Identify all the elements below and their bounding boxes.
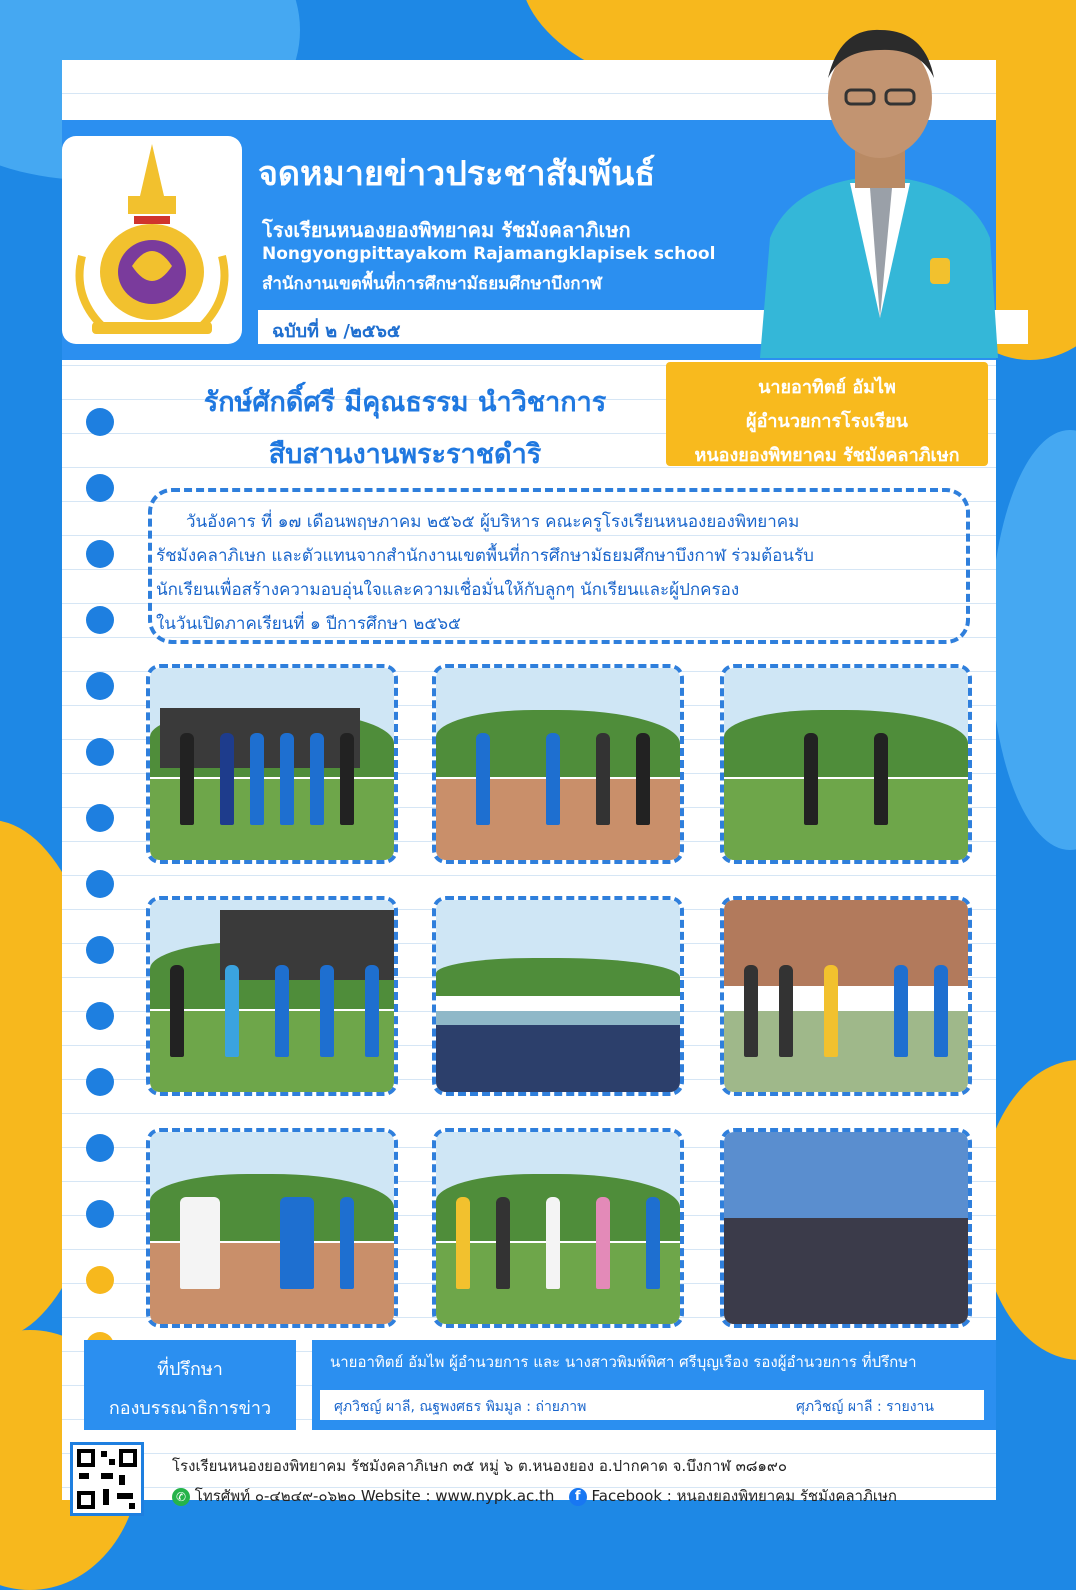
event-photo	[146, 664, 398, 864]
binder-hole	[86, 1068, 114, 1096]
qr-code-icon	[73, 1445, 141, 1513]
editorial-label: กองบรรณาธิการข่าว	[108, 1398, 272, 1419]
event-photo	[720, 1128, 972, 1328]
binder-hole	[86, 804, 114, 832]
binder-hole	[86, 936, 114, 964]
story-line: วันอังคาร ที่ ๑๗ เดือนพฤษภาคม ๒๕๖๕ ผู้บริหาร คณะครูโรงเรียนหนองยองพิทยาคม	[186, 512, 800, 532]
event-photo	[432, 896, 684, 1096]
school-name-en: Nongyongpittayakom Rajamangklapisek school	[262, 244, 716, 264]
footer-address: โรงเรียนหนองยองพิทยาคม รัชมังคลาภิเษก ๓๕ หมู่ ๖ ต.หนองยอง อ.ปากคาด จ.บึงกาฬ ๓๘๑๙๐	[172, 1457, 788, 1475]
event-photo	[720, 664, 972, 864]
event-photo	[720, 896, 972, 1096]
school-name-th: โรงเรียนหนองยองพิทยาคม รัชมังคลาภิเษก	[262, 218, 631, 242]
binder-hole	[86, 738, 114, 766]
event-photo	[146, 896, 398, 1096]
binder-hole	[86, 474, 114, 502]
qr-code[interactable]	[70, 1442, 144, 1516]
education-office: สำนักงานเขตพื้นที่การศึกษามัธยมศึกษาบึงกาฬ	[262, 274, 602, 294]
school-emblem-icon	[62, 136, 242, 344]
story-line: รัชมังคลาภิเษก และตัวแทนจากสำนักงานเขตพื้นที่การศึกษามัธยมศึกษาบึงกาฬ ร่วมต้อนรับ	[156, 546, 814, 566]
motto-line2: สืบสานงานพระราชดำริ	[268, 439, 542, 470]
director-position: ผู้อำนวยการโรงเรียน	[746, 411, 908, 432]
director-portrait	[750, 18, 1000, 358]
binder-hole	[86, 540, 114, 568]
binder-hole	[86, 672, 114, 700]
advisors-label: ที่ปรึกษา	[157, 1359, 223, 1380]
report-credit: ศุภวิชญ์ ผาลี : รายงาน	[796, 1399, 934, 1415]
binder-hole	[86, 1200, 114, 1228]
phone-icon: ✆	[172, 1488, 190, 1506]
facebook-link[interactable]: Facebook : หนองยองพิทยาคม รัชมังคลาภิเษก	[591, 1487, 897, 1505]
binder-hole	[86, 1002, 114, 1030]
advisors-label-box	[84, 1340, 296, 1430]
binder-hole	[86, 606, 114, 634]
binder-hole	[86, 408, 114, 436]
footer-contact	[172, 1484, 897, 1508]
bg-blob-blue-right	[990, 430, 1076, 850]
facebook-icon: f	[569, 1488, 587, 1506]
director-name: นายอาทิตย์ อัมไพ	[758, 377, 896, 398]
binder-hole	[86, 1266, 114, 1294]
phone-website[interactable]: โทรศัพท์ ๐-๔๒๔๙-๐๖๒๐ Website : www.nypk.ac.th	[194, 1487, 555, 1505]
event-photo	[432, 664, 684, 864]
advisors-text: นายอาทิตย์ อัมไพ ผู้อำนวยการ และ นางสาวพิมพ์พิศา ศรีบุญเรือง รองผู้อำนวยการ ที่ปรึกษา	[330, 1353, 917, 1371]
page-title: จดหมายข่าวประชาสัมพันธ์	[258, 154, 656, 194]
story-line: นักเรียนเพื่อสร้างความอบอุ่นใจและความเชื่อมั่นให้กับลูกๆ นักเรียนและผู้ปกครอง	[156, 580, 740, 600]
issue-number: ฉบับที่ ๒ /๒๕๖๕	[272, 321, 401, 342]
story-line: ในวันเปิดภาคเรียนที่ ๑ ปีการศึกษา ๒๕๖๕	[156, 614, 461, 634]
binder-hole	[86, 870, 114, 898]
photo-credit: ศุภวิชญ์ ผาลี, ณฐพงศธร พิมมูล : ถ่ายภาพ	[334, 1399, 587, 1415]
motto-line1: รักษ์ศักดิ์ศรี มีคุณธรรม นำวิชาการ	[203, 387, 607, 418]
school-logo	[62, 136, 242, 344]
binder-hole	[86, 1134, 114, 1162]
director-school: หนองยองพิทยาคม รัชมังคลาภิเษก	[694, 445, 960, 466]
event-photo	[146, 1128, 398, 1328]
event-photo	[432, 1128, 684, 1328]
